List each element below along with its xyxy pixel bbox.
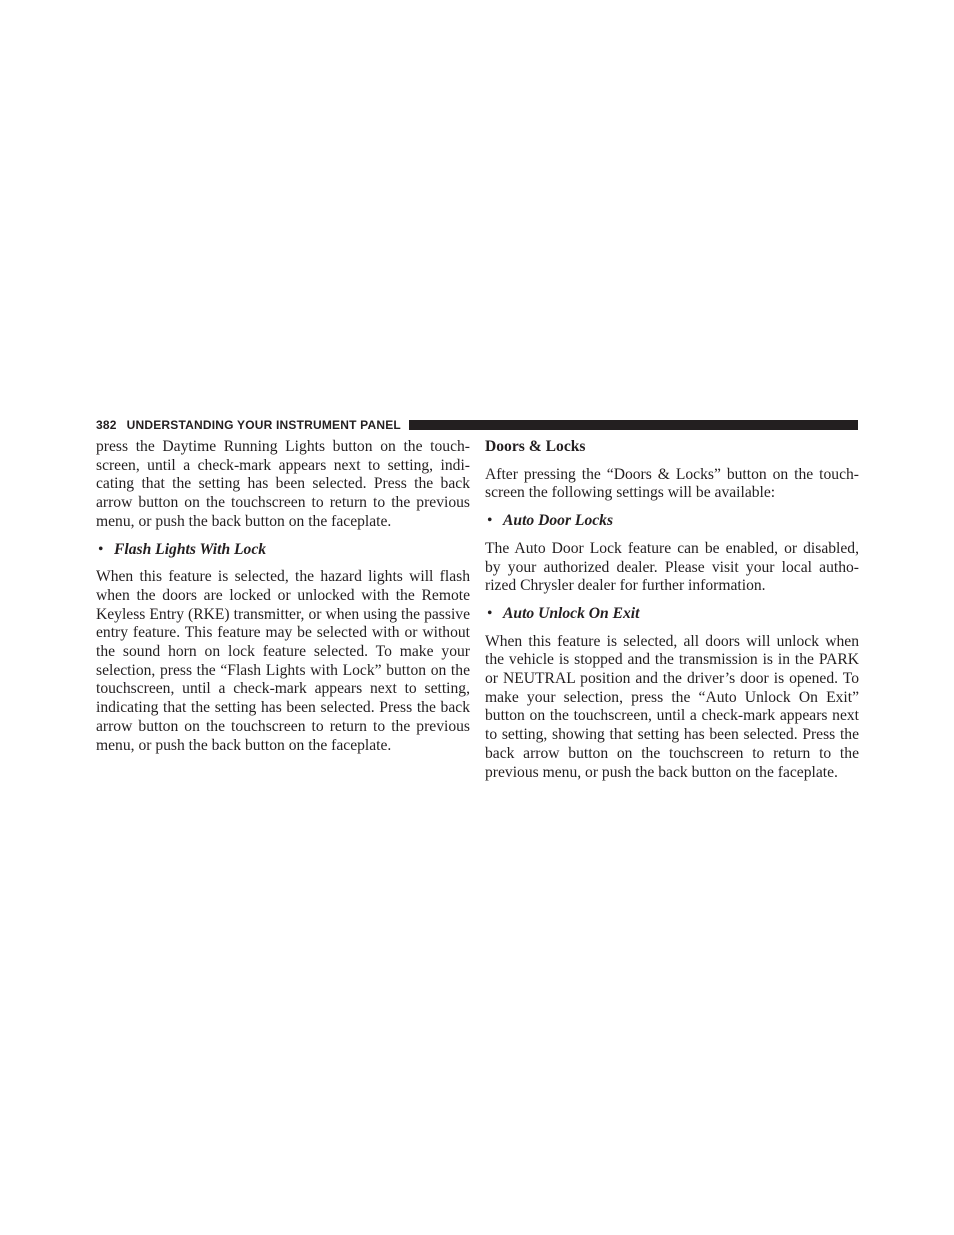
bullet-label: Flash Lights With Lock: [114, 540, 267, 558]
bullet-label: Auto Door Locks: [503, 512, 614, 530]
paragraph-flash-lights: When this feature is selected, the hazard lights will flash when the doors are locked or unlocked with the Remote Keyless Entry (RKE) transmitter, or when using the passive entry feature. This feature may be selected with or without the sound horn on lock feature selected. To make your selection, press the “Flash Lights with Lock” button on the touchscreen, until a check-mark appears next to setting, indicating that the setting has been selected. Press the back arrow button on the touchscreen to return to the previous menu, or push the back button on the faceplate.: [96, 568, 470, 754]
bullet-auto-unlock-on-exit: [485, 605, 859, 624]
bullet-flash-lights-with-lock: [96, 541, 470, 560]
bullet-icon: •: [98, 540, 104, 558]
left-column: [96, 438, 470, 755]
page-number: 382: [96, 418, 117, 432]
header-rule: [409, 420, 858, 430]
bullet-icon: •: [487, 604, 493, 622]
bullet-icon: •: [487, 512, 493, 530]
paragraph-auto-unlock-on-exit: When this feature is selected, all doors will unlock when the vehicle is stopped and the transmission is in the PARK or NEUTRAL position and the driver’s door is opened. To make your selection, press the “Auto Unlock On Exit” button on the touchscreen, until a check-mark appears next to setting, showing that setting has been selected. Press the back arrow button on the touchscreen to return to the previous menu, or push the back button on the faceplate.: [485, 632, 859, 781]
heading-doors-locks: Doors & Locks: [485, 438, 586, 455]
right-column: [485, 438, 859, 782]
page-header: [96, 416, 858, 434]
paragraph-auto-door-locks: The Auto Door Lock feature can be enabled, or disabled, by your authorized dealer. Please visit your local autho-rized Chrysler dealer for further information.: [485, 539, 859, 595]
section-title: UNDERSTANDING YOUR INSTRUMENT PANEL: [126, 418, 401, 432]
paragraph-daytime-running-lights: press the Daytime Running Lights button on the touch-screen, until a check-mark appears next to setting, indi-cating that the setting has been selected. Press the back arrow button on the touchscreen to return to the previous menu, or push the back button on the faceplate.: [96, 438, 470, 530]
bullet-label: Auto Unlock On Exit: [503, 604, 640, 622]
paragraph-doors-locks-intro: After pressing the “Doors & Locks” button on the touch-screen the following settings will be available:: [485, 465, 859, 502]
bullet-auto-door-locks: [485, 512, 859, 531]
